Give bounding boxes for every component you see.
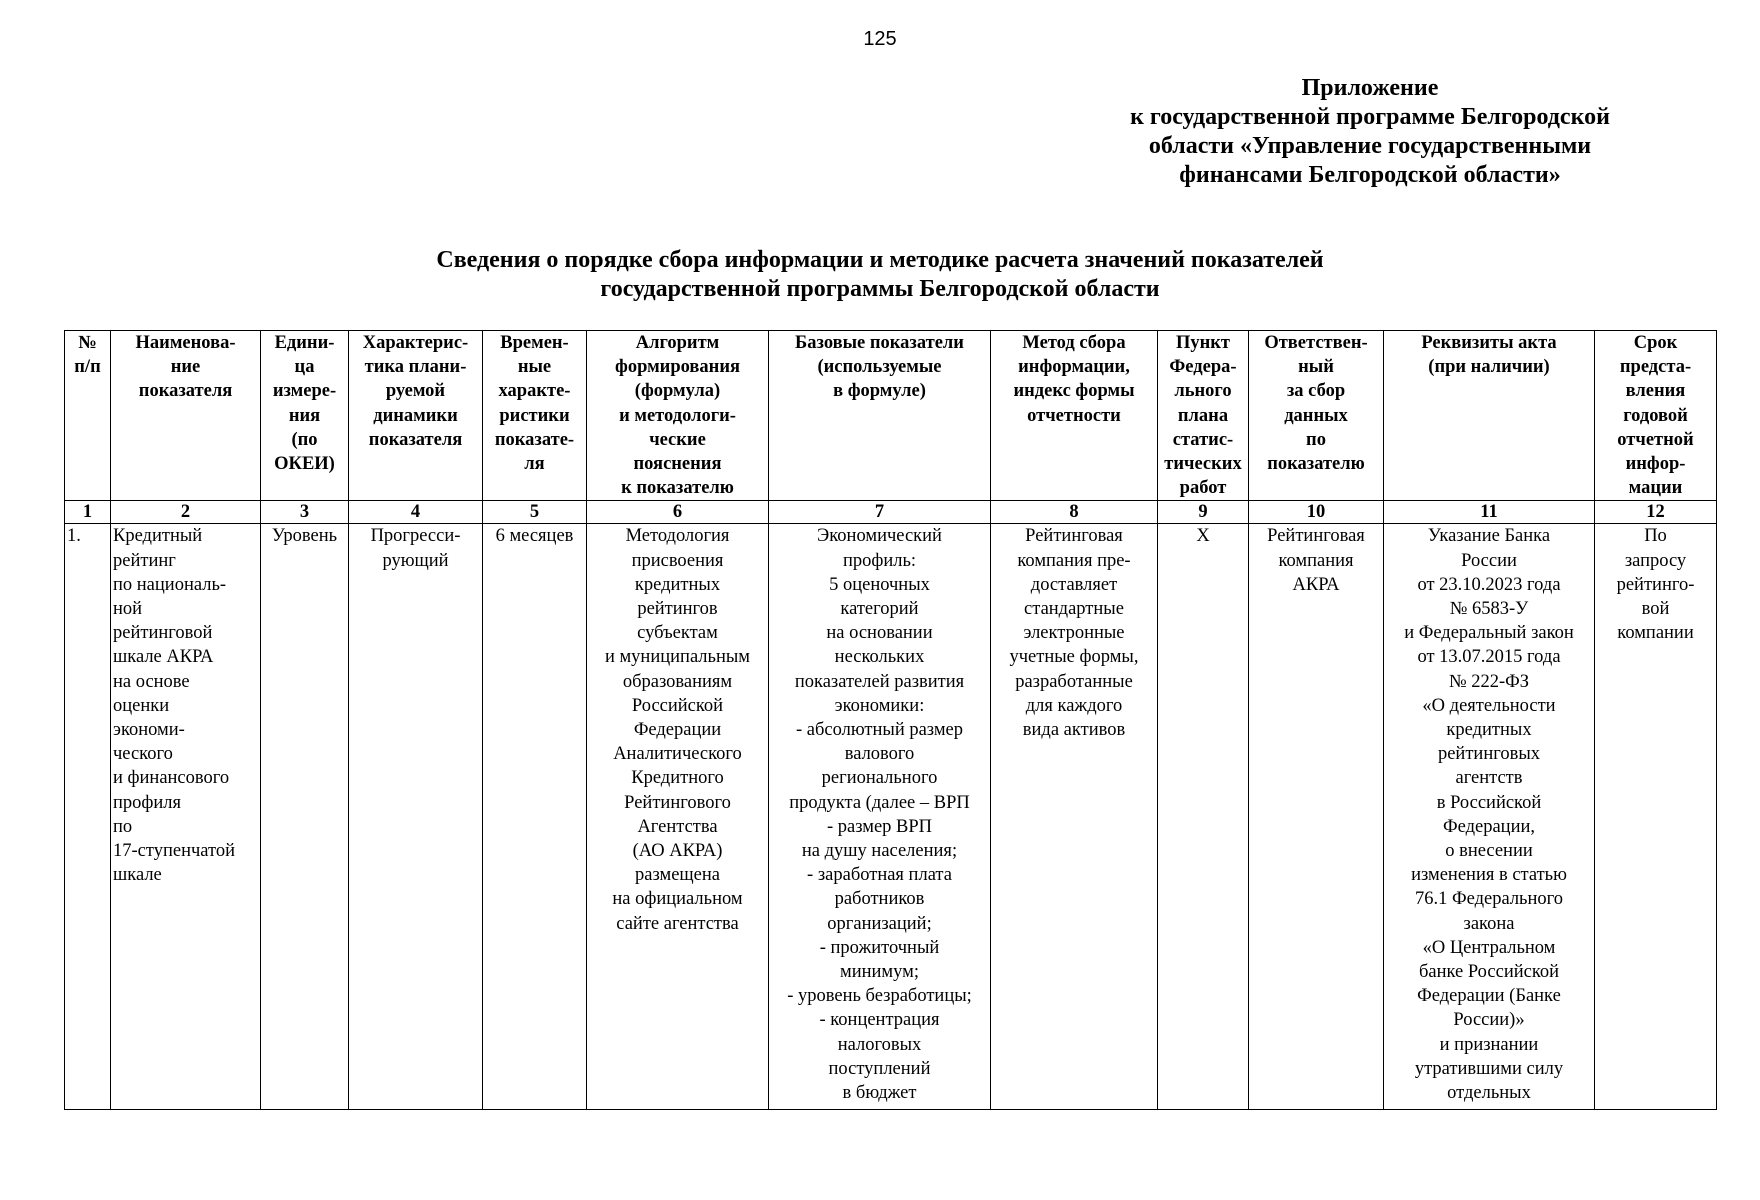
column-number: 1: [65, 501, 111, 524]
appendix-block: [1090, 74, 1650, 190]
header-cell-11: Реквизиты акта (при наличии): [1384, 331, 1595, 501]
act-details-cell: Указание Банка России от 23.10.2023 года № 6583-У и Федеральный закон от 13.07.2015 года № 222-ФЗ «О деятельности кредитных рейтинговых агентств в Российской Федерации, о внесении изменения в статью 76.1 Федерального закона «О Центральном банке Российской Федерации (Банке России)» и признании утратившими силу отдельных: [1384, 524, 1595, 1110]
header-cell-7: Базовые показатели (используемые в формуле): [769, 331, 991, 501]
appendix-line-4: финансами Белгородской области»: [1179, 162, 1561, 188]
document-title: [0, 246, 1760, 304]
header-cell-10: Ответствен- ный за сбор данных по показателю: [1249, 331, 1384, 501]
title-line-2: государственной программы Белгородской области: [600, 276, 1160, 302]
time-characteristics-cell: 6 месяцев: [483, 524, 587, 1110]
federal-plan-item-cell: Х: [1158, 524, 1249, 1110]
table-header-row: [65, 331, 1717, 501]
table-row: [65, 524, 1717, 1110]
column-number: 9: [1158, 501, 1249, 524]
header-cell-3: Едини- ца измере- ния (по ОКЕИ): [261, 331, 349, 501]
appendix-line-3: области «Управление государственными: [1148, 133, 1592, 159]
unit-cell: Уровень: [261, 524, 349, 1110]
header-cell-6: Алгоритм формирования (формула) и методологи- ческие пояснения к показателю: [587, 331, 769, 501]
column-number: 8: [991, 501, 1158, 524]
appendix-line-2: к государственной программе Белгородской: [1130, 104, 1610, 130]
page-number: 125: [863, 28, 897, 50]
responsible-cell: Рейтинговая компания АКРА: [1249, 524, 1384, 1110]
algorithm-cell: Методология присвоения кредитных рейтингов субъектам и муниципальным образованиям Российской Федерации Аналитического Кредитного Рейтингового Агентства (АО АКРА) размещена на официальном сайте агентства: [587, 524, 769, 1110]
column-number: 4: [349, 501, 483, 524]
row-number-cell: 1.: [65, 524, 111, 1110]
column-number: 6: [587, 501, 769, 524]
column-number: 10: [1249, 501, 1384, 524]
header-cell-4: Характерис- тика плани- руемой динамики показателя: [349, 331, 483, 501]
header-cell-5: Времен- ные характе- ристики показате- ля: [483, 331, 587, 501]
indicators-table: [64, 330, 1717, 1110]
indicator-name-cell: Кредитный рейтинг по националь- ной рейтинговой шкале АКРА на основе оценки экономи- ческого и финансового профиля по 17-ступенчатой шкале: [111, 524, 261, 1110]
deadline-cell: По запросу рейтинго- вой компании: [1595, 524, 1717, 1110]
header-cell-2: Наименова- ние показателя: [111, 331, 261, 501]
header-cell-8: Метод сбора информации, индекс формы отчетности: [991, 331, 1158, 501]
dynamics-cell: Прогресси- рующий: [349, 524, 483, 1110]
header-cell-9: Пункт Федера- льного плана статис- тических работ: [1158, 331, 1249, 501]
title-line-1: Сведения о порядке сбора информации и методике расчета значений показателей: [436, 247, 1324, 273]
column-number: 2: [111, 501, 261, 524]
base-indicators-cell: Экономический профиль: 5 оценочных категорий на основании нескольких показателей развития экономики: - абсолютный размер валового регионального продукта (далее – ВРП - размер ВРП на душу населения; - заработная плата работников организаций; - прожиточный минимум; - уровень безработицы; - концентрация налоговых поступлений в бюджет: [769, 524, 991, 1110]
appendix-line-1: Приложение: [1301, 75, 1439, 101]
column-number-row: [65, 501, 1717, 524]
header-cell-12: Срок предста- вления годовой отчетной инфор- мации: [1595, 331, 1717, 501]
column-number: 5: [483, 501, 587, 524]
column-number: 7: [769, 501, 991, 524]
header-cell-1: № п/п: [65, 331, 111, 501]
column-number: 12: [1595, 501, 1717, 524]
collection-method-cell: Рейтинговая компания пре- доставляет стандартные электронные учетные формы, разработанные для каждого вида активов: [991, 524, 1158, 1110]
column-number: 3: [261, 501, 349, 524]
column-number: 11: [1384, 501, 1595, 524]
